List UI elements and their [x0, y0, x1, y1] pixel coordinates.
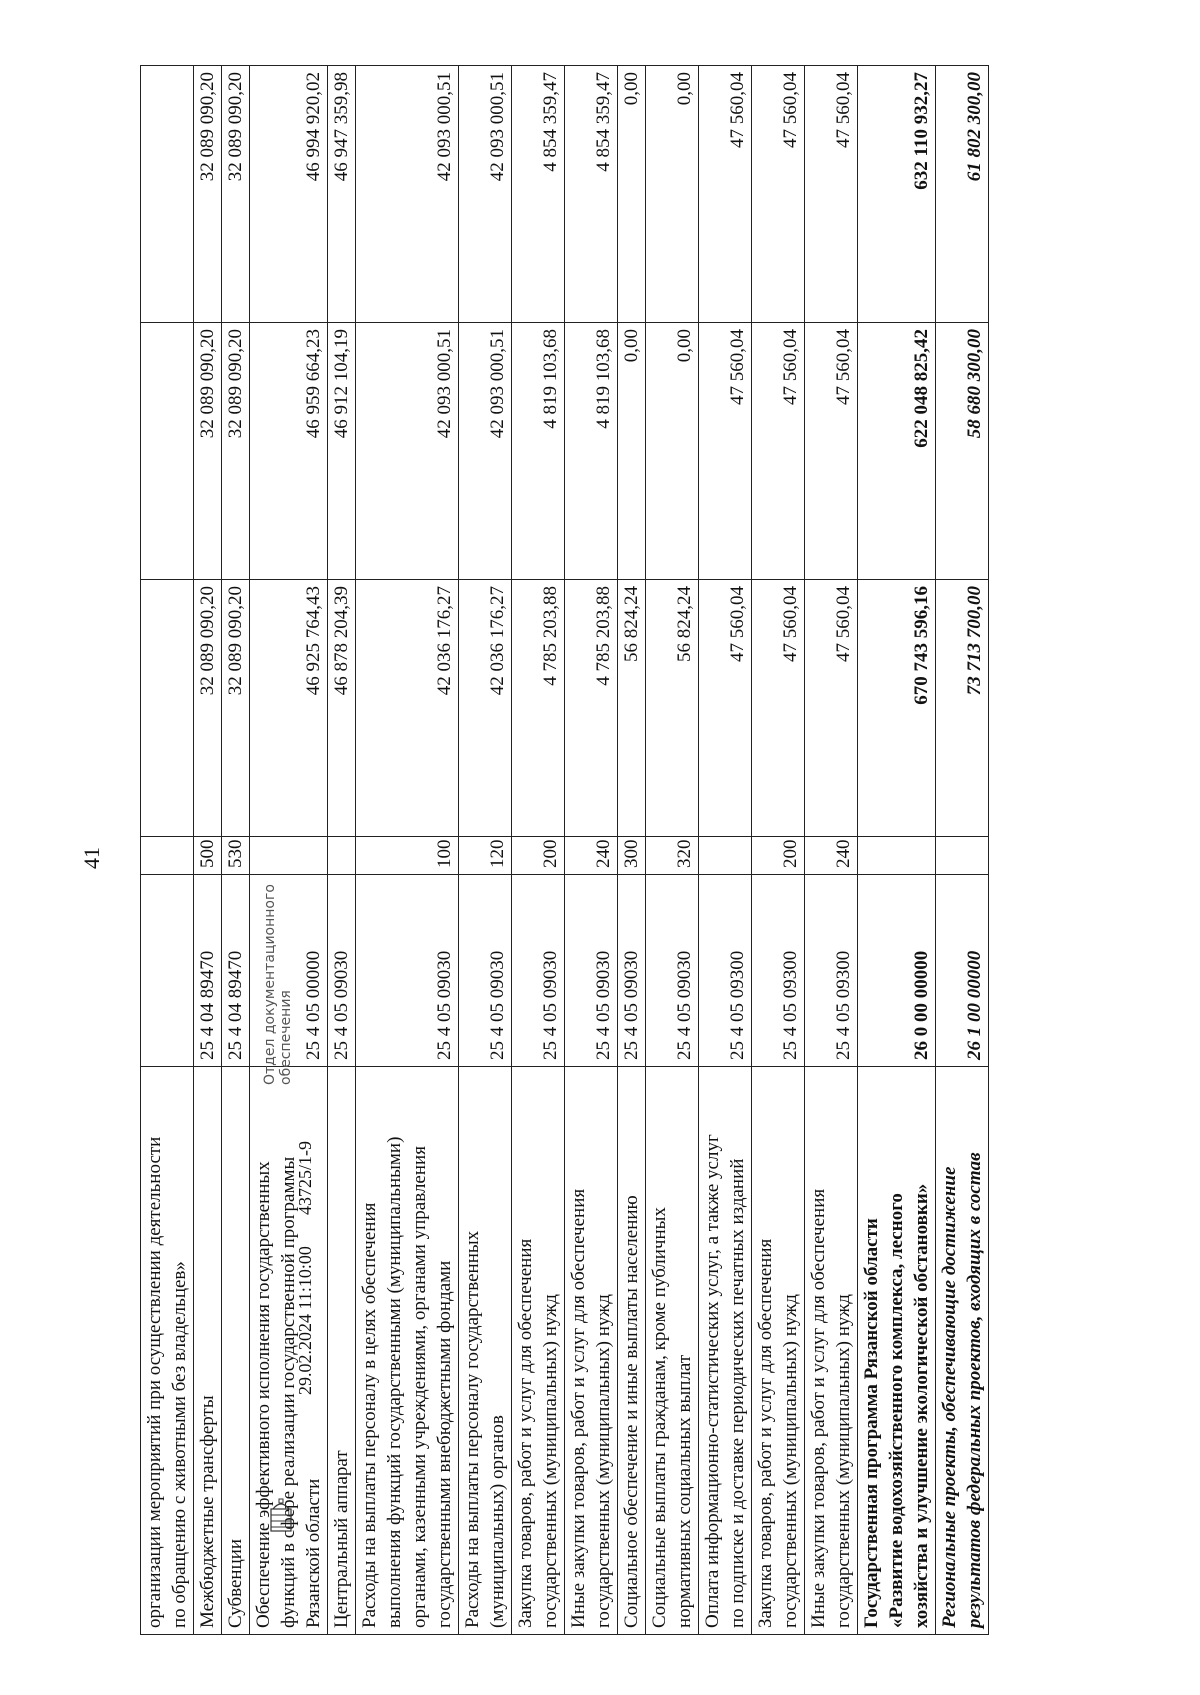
cell-amount-year-3: 46 994 920,02: [250, 66, 328, 323]
table-row: [328, 66, 356, 1635]
table-row: [699, 66, 752, 1635]
cell-amount-year-1: 42 036 176,27: [356, 580, 459, 837]
cell-amount-year-1: 56 824,24: [618, 580, 646, 837]
cell-amount-year-1: 56 824,24: [646, 580, 699, 837]
cell-name: Социальные выплаты гражданам, кроме публичных нормативных социальных выплат: [646, 1067, 699, 1635]
budget-table: [140, 65, 989, 1635]
cell-amount-year-2: 32 089 090,20: [222, 323, 250, 580]
table-row: [858, 66, 936, 1635]
cell-expense-type: 240: [805, 837, 858, 875]
cell-amount-year-3: 46 947 359,98: [328, 66, 356, 323]
cell-name: Региональные проекты, обеспечивающие достижение результатов федеральных проектов, входящих в состав: [936, 1067, 989, 1635]
cell-amount-year-1: 47 560,04: [752, 580, 805, 837]
cell-amount-year-2: 0,00: [618, 323, 646, 580]
cell-target-code: 25 4 05 09030: [512, 875, 565, 1067]
cell-target-code: [141, 875, 194, 1067]
cell-amount-year-2: 4 819 103,68: [512, 323, 565, 580]
cell-amount-year-3: 47 560,04: [752, 66, 805, 323]
cell-amount-year-1: [141, 580, 194, 837]
cell-amount-year-2: [141, 323, 194, 580]
table-row: [936, 66, 989, 1635]
cell-expense-type: [936, 837, 989, 875]
cell-amount-year-2: 47 560,04: [805, 323, 858, 580]
cell-amount-year-3: 47 560,04: [699, 66, 752, 323]
cell-amount-year-3: 32 089 090,20: [194, 66, 222, 323]
cell-expense-type: 300: [618, 837, 646, 875]
cell-expense-type: [699, 837, 752, 875]
cell-amount-year-3: 0,00: [618, 66, 646, 323]
footer-doc-code: 43725/1-9: [295, 1141, 315, 1215]
cell-name: Расходы на выплаты персоналу в целях обеспечения выполнения функций государственными (муниципальными) органами, казенными учреждениями, органами управления государственными внебюджетными фондами: [356, 1067, 459, 1635]
cell-expense-type: [328, 837, 356, 875]
cell-expense-type: 200: [752, 837, 805, 875]
stamp-line-2: обеспечения: [278, 990, 294, 1085]
cell-amount-year-3: 47 560,04: [805, 66, 858, 323]
cell-amount-year-2: 4 819 103,68: [565, 323, 618, 580]
cell-amount-year-3: 42 093 000,51: [356, 66, 459, 323]
cell-name: Межбюджетные трансферты: [194, 1067, 222, 1635]
cell-amount-year-3: 32 089 090,20: [222, 66, 250, 323]
organization-logo-icon: [268, 1497, 294, 1537]
cell-amount-year-2: 32 089 090,20: [194, 323, 222, 580]
table-row: [646, 66, 699, 1635]
cell-target-code: 25 4 05 00000: [250, 875, 328, 1067]
table-row: [222, 66, 250, 1635]
table-row: [805, 66, 858, 1635]
table-row: [141, 66, 194, 1635]
cell-name: Государственная программа Рязанской области «Развитие водохозяйственного комплекса, лесного хозяйства и улучшение экологической обстановки»: [858, 1067, 936, 1635]
cell-name: Социальное обеспечение и иные выплаты населению: [618, 1067, 646, 1635]
cell-name: Оплата информационно-статистических услуг, а также услуг по подписке и доставке периодических печатных изданий: [699, 1067, 752, 1635]
cell-amount-year-3: [141, 66, 194, 323]
table-row: [565, 66, 618, 1635]
cell-amount-year-2: 42 093 000,51: [356, 323, 459, 580]
cell-name: Субвенции: [222, 1067, 250, 1635]
cell-expense-type: 240: [565, 837, 618, 875]
cell-amount-year-2: 58 680 300,00: [936, 323, 989, 580]
cell-expense-type: [250, 837, 328, 875]
cell-amount-year-2: 47 560,04: [699, 323, 752, 580]
cell-amount-year-1: 46 925 764,43: [250, 580, 328, 837]
cell-target-code: 25 4 05 09300: [752, 875, 805, 1067]
cell-target-code: 25 4 04 89470: [194, 875, 222, 1067]
cell-amount-year-2: 0,00: [646, 323, 699, 580]
cell-amount-year-1: 4 785 203,88: [512, 580, 565, 837]
table-row: [250, 66, 328, 1635]
cell-amount-year-1: 47 560,04: [699, 580, 752, 837]
cell-amount-year-1: 32 089 090,20: [194, 580, 222, 837]
cell-target-code: 26 1 00 00000: [936, 875, 989, 1067]
cell-amount-year-1: 4 785 203,88: [565, 580, 618, 837]
table-row: [459, 66, 512, 1635]
cell-expense-type: 100: [356, 837, 459, 875]
cell-amount-year-3: 42 093 000,51: [459, 66, 512, 323]
stamp-line-1: Отдел документационного: [262, 884, 278, 1085]
cell-target-code: 25 4 05 09030: [646, 875, 699, 1067]
cell-amount-year-1: 47 560,04: [805, 580, 858, 837]
budget-table-body: [141, 66, 989, 1635]
cell-name: организации мероприятий при осуществлении деятельности по обращению с животными без владельцев»: [141, 1067, 194, 1635]
cell-name: Иные закупки товаров, работ и услуг для обеспечения государственных (муниципальных) нужд: [805, 1067, 858, 1635]
cell-target-code: 25 4 05 09030: [618, 875, 646, 1067]
cell-amount-year-2: 46 959 664,23: [250, 323, 328, 580]
cell-target-code: 26 0 00 00000: [858, 875, 936, 1067]
cell-target-code: 25 4 05 09030: [565, 875, 618, 1067]
page-number: 41: [79, 847, 104, 869]
cell-amount-year-1: 670 743 596,16: [858, 580, 936, 837]
cell-target-code: 25 4 05 09030: [328, 875, 356, 1067]
cell-amount-year-2: 47 560,04: [752, 323, 805, 580]
cell-amount-year-1: 42 036 176,27: [459, 580, 512, 837]
cell-amount-year-3: 61 802 300,00: [936, 66, 989, 323]
table-row: [618, 66, 646, 1635]
cell-name: Центральный аппарат: [328, 1067, 356, 1635]
cell-amount-year-3: 4 854 359,47: [512, 66, 565, 323]
table-row: [356, 66, 459, 1635]
table-row: [752, 66, 805, 1635]
cell-amount-year-3: 4 854 359,47: [565, 66, 618, 323]
cell-amount-year-3: 632 110 932,27: [858, 66, 936, 323]
cell-name: Иные закупки товаров, работ и услуг для обеспечения государственных (муниципальных) нужд: [565, 1067, 618, 1635]
table-row: [194, 66, 222, 1635]
cell-amount-year-3: 0,00: [646, 66, 699, 323]
cell-name: Обеспечение эффективного исполнения государственных функций в сфере реализации государственной программы Рязанской области: [250, 1067, 328, 1635]
cell-target-code: 25 4 05 09030: [356, 875, 459, 1067]
cell-expense-type: 530: [222, 837, 250, 875]
cell-amount-year-1: 32 089 090,20: [222, 580, 250, 837]
cell-amount-year-2: 42 093 000,51: [459, 323, 512, 580]
cell-amount-year-1: 46 878 204,39: [328, 580, 356, 837]
cell-expense-type: 200: [512, 837, 565, 875]
cell-expense-type: 500: [194, 837, 222, 875]
cell-amount-year-2: 622 048 825,42: [858, 323, 936, 580]
footer-datetime: 29.02.2024 11:10:00: [295, 1246, 315, 1395]
cell-target-code: 25 4 05 09300: [699, 875, 752, 1067]
cell-amount-year-2: 46 912 104,19: [328, 323, 356, 580]
cell-target-code: 25 4 05 09030: [459, 875, 512, 1067]
cell-target-code: 25 4 05 09300: [805, 875, 858, 1067]
cell-expense-type: 120: [459, 837, 512, 875]
cell-name: Закупка товаров, работ и услуг для обеспечения государственных (муниципальных) нужд: [512, 1067, 565, 1635]
cell-expense-type: [141, 837, 194, 875]
budget-table-container: [140, 65, 1090, 1635]
cell-expense-type: [858, 837, 936, 875]
cell-name: Расходы на выплаты персоналу государственных (муниципальных) органов: [459, 1067, 512, 1635]
table-row: [512, 66, 565, 1635]
cell-name: Закупка товаров, работ и услуг для обеспечения государственных (муниципальных) нужд: [752, 1067, 805, 1635]
cell-amount-year-1: 73 713 700,00: [936, 580, 989, 837]
cell-target-code: 25 4 04 89470: [222, 875, 250, 1067]
cell-expense-type: 320: [646, 837, 699, 875]
